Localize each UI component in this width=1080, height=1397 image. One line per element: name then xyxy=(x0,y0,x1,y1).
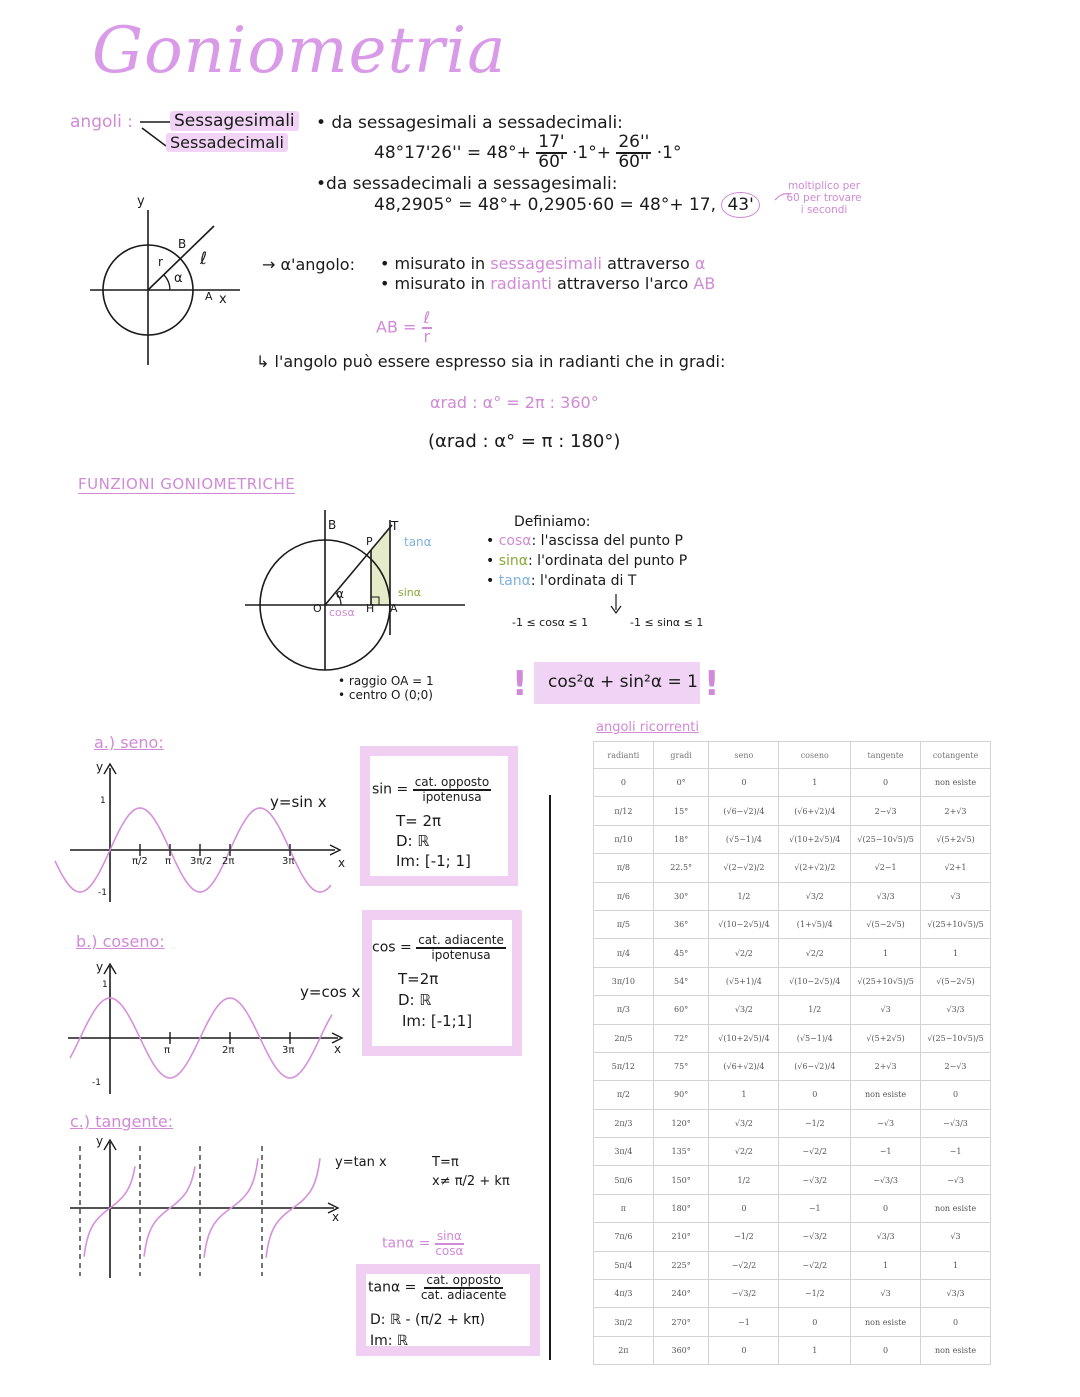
table-cell: √3/3 xyxy=(851,882,921,910)
table-cell: 0 xyxy=(921,1081,991,1109)
table-cell: 15° xyxy=(653,797,709,825)
table-cell: −√2/2 xyxy=(709,1251,779,1279)
table-cell: −1 xyxy=(851,1138,921,1166)
fn-label-alpha: α xyxy=(336,587,344,601)
table-cell: 2+√3 xyxy=(851,1052,921,1080)
table-cell: (1+√5)/4 xyxy=(779,910,851,938)
table-row xyxy=(594,996,991,1024)
centro-text: • centro O (0;0) xyxy=(338,688,433,702)
coseno-domain: D: ℝ xyxy=(398,991,432,1009)
table-cell: −1/2 xyxy=(779,1280,851,1308)
table-row xyxy=(594,1223,991,1251)
table-cell: 1 xyxy=(921,939,991,967)
table-row xyxy=(594,1280,991,1308)
col-tangente: tangente xyxy=(851,742,921,769)
table-cell: √(25−10√5)/5 xyxy=(851,825,921,853)
table-cell: √(2−√2)/2 xyxy=(709,854,779,882)
seno-period: T= 2π xyxy=(396,812,442,830)
excl-right: ! xyxy=(704,664,720,704)
table-cell: 5π/12 xyxy=(594,1052,654,1080)
conversion-heading-1: • da sessagesimali a sessadecimali: xyxy=(316,113,623,133)
table-cell: 0 xyxy=(779,1081,851,1109)
fn-label-sin: sinα xyxy=(398,586,422,599)
table-cell: √(2+√2)/2 xyxy=(779,854,851,882)
table-cell: −1 xyxy=(921,1138,991,1166)
angles-table-wrap xyxy=(593,741,991,1365)
table-cell: 1/2 xyxy=(779,996,851,1024)
table-cell: 0 xyxy=(709,1194,779,1222)
table-cell: √(10−2√5)/4 xyxy=(709,910,779,938)
angle-def-line-2: • misurato in radianti attraverso l'arco AB xyxy=(380,274,716,293)
seno-tick-3: 2π xyxy=(222,856,235,867)
tangent-branch xyxy=(144,1166,195,1256)
table-cell: (√6−√2)/4 xyxy=(709,797,779,825)
col-radianti: radianti xyxy=(594,742,654,769)
table-row xyxy=(594,1194,991,1222)
table-cell: √(5−2√5) xyxy=(921,967,991,995)
table-cell: √2+1 xyxy=(921,854,991,882)
table-cell: √(25−10√5)/5 xyxy=(921,1024,991,1052)
table-cell: 0 xyxy=(921,1308,991,1336)
table-cell: √(25+10√5)/5 xyxy=(921,910,991,938)
coseno-tick-2: 3π xyxy=(282,1045,295,1056)
coseno-tick-0: π xyxy=(164,1045,171,1056)
table-cell: 1 xyxy=(851,1251,921,1279)
seconds-circle: 43' xyxy=(721,192,759,218)
table-row xyxy=(594,769,991,797)
table-cell: √3 xyxy=(851,996,921,1024)
table-cell: −√3 xyxy=(921,1166,991,1194)
table-cell: π/3 xyxy=(594,996,654,1024)
angle-arrow: → α'angolo: xyxy=(262,255,355,274)
table-cell: 0 xyxy=(709,1336,779,1364)
seno-heading: a.) seno: xyxy=(94,733,164,752)
table-cell: 1 xyxy=(779,1336,851,1364)
coseno-one: 1 xyxy=(102,980,108,990)
tangente-image: Im: ℝ xyxy=(370,1333,409,1349)
table-row xyxy=(594,882,991,910)
circle1-a: A xyxy=(205,290,213,303)
table-cell: π/2 xyxy=(594,1081,654,1109)
proportion-1: αrad : α° = 2π : 360° xyxy=(430,393,599,412)
table-cell: 2−√3 xyxy=(851,797,921,825)
table-cell: 270° xyxy=(653,1308,709,1336)
table-row xyxy=(594,854,991,882)
table-cell: 18° xyxy=(653,825,709,853)
table-cell: (√6+√2)/4 xyxy=(779,797,851,825)
def-tan: • tanα: l'ordinata di T xyxy=(486,573,637,589)
table-cell: −1/2 xyxy=(709,1223,779,1251)
tangente-y: y xyxy=(96,1134,104,1148)
col-cotangente: cotangente xyxy=(921,742,991,769)
table-cell: non esiste xyxy=(851,1081,921,1109)
table-row xyxy=(594,1308,991,1336)
table-cell: −√3 xyxy=(851,1109,921,1137)
table-cell: √(25+10√5)/5 xyxy=(851,967,921,995)
def-cos: • cosα: l'ascissa del punto P xyxy=(486,533,683,549)
table-cell: √2/2 xyxy=(779,939,851,967)
table-row xyxy=(594,1138,991,1166)
coseno-tick-1: 2π xyxy=(222,1045,235,1056)
seno-tick-2: 3π/2 xyxy=(190,856,213,867)
table-cell: 135° xyxy=(653,1138,709,1166)
table-cell: −√3/2 xyxy=(779,1223,851,1251)
fn-label-a: A xyxy=(390,602,398,615)
table-cell: 0 xyxy=(851,1194,921,1222)
def-sin: • sinα: l'ordinata del punto P xyxy=(486,553,688,569)
table-cell: 2π/5 xyxy=(594,1024,654,1052)
unit-circle-functions xyxy=(240,505,470,675)
table-row xyxy=(594,1251,991,1279)
table-row xyxy=(594,967,991,995)
table-cell: √(5+2√5) xyxy=(921,825,991,853)
identity: cos²α + sin²α = 1 xyxy=(548,672,698,692)
table-cell: 120° xyxy=(653,1109,709,1137)
table-cell: √3/3 xyxy=(851,1223,921,1251)
table-cell: π/4 xyxy=(594,939,654,967)
table-cell: 5π/4 xyxy=(594,1251,654,1279)
table-cell: √3/3 xyxy=(921,1280,991,1308)
fn-label-t: T xyxy=(391,519,399,533)
raggio-text: • raggio OA = 1 xyxy=(338,674,434,688)
seno-one: 1 xyxy=(100,796,106,806)
table-cell: √(5+2√5) xyxy=(851,1024,921,1052)
table-cell: π/10 xyxy=(594,825,654,853)
col-gradi: gradi xyxy=(653,742,709,769)
circle1-b: B xyxy=(178,237,187,251)
table-cell: 7π/6 xyxy=(594,1223,654,1251)
definiamo: Definiamo: xyxy=(514,514,591,530)
tangente-equation: y=tan x xyxy=(335,1155,387,1170)
table-cell: 22.5° xyxy=(653,854,709,882)
seno-image: Im: [-1; 1] xyxy=(396,852,471,870)
seno-def: sin = $\frac{\text{cat. opposto}}{\text{ipotenusa}}$ xyxy=(372,775,490,804)
table-cell: √3/2 xyxy=(779,882,851,910)
table-cell: π/12 xyxy=(594,797,654,825)
angle-def-line-1: • misurato in sessagesimali attraverso α xyxy=(380,254,706,273)
tangente-x: x xyxy=(332,1210,340,1224)
table-cell: 72° xyxy=(653,1024,709,1052)
table-cell: 1/2 xyxy=(709,882,779,910)
seno-equation: y=sin x xyxy=(270,793,327,811)
table-cell: √(10−2√5)/4 xyxy=(779,967,851,995)
table-cell: −√3/2 xyxy=(709,1280,779,1308)
table-cell: −√2/2 xyxy=(779,1251,851,1279)
table-cell: 54° xyxy=(653,967,709,995)
table-cell: 3π/10 xyxy=(594,967,654,995)
table-cell: √(5−2√5) xyxy=(851,910,921,938)
coseno-box xyxy=(362,910,522,1056)
table-cell: −1 xyxy=(779,1194,851,1222)
col-coseno: coseno xyxy=(779,742,851,769)
conversion-heading-2: •da sessadecimali a sessagesimali: xyxy=(316,174,618,194)
fn-label-p: P xyxy=(366,535,373,548)
table-cell: (√5+1)/4 xyxy=(709,967,779,995)
excl-left: ! xyxy=(512,664,528,704)
table-cell: 5π/6 xyxy=(594,1166,654,1194)
coseno-y: y xyxy=(96,960,104,974)
table-cell: √2−1 xyxy=(851,854,921,882)
coseno-period: T=2π xyxy=(398,970,439,988)
arc-formula: AB = $\frac{\text{ℓ}}{r}$ xyxy=(376,308,431,346)
table-cell: 1 xyxy=(709,1081,779,1109)
table-cell: 45° xyxy=(653,939,709,967)
angle-type-sessadecimali: Sessadecimali xyxy=(166,133,288,152)
seno-minus-one: -1 xyxy=(98,888,107,898)
seno-y: y xyxy=(96,760,104,774)
fn-label-cos: cosα xyxy=(329,606,355,619)
fn-label-o: O xyxy=(313,602,322,615)
table-cell: non esiste xyxy=(921,1336,991,1364)
table-cell: 1 xyxy=(851,939,921,967)
table-cell: √(10+2√5)/4 xyxy=(709,1024,779,1052)
table-cell: −1 xyxy=(709,1308,779,1336)
seconds-note: moltiplico per 60 per trovare i secondi xyxy=(786,180,862,216)
table-cell: 1 xyxy=(921,1251,991,1279)
circle1-r: r xyxy=(158,255,163,269)
table-cell: 0 xyxy=(709,769,779,797)
coseno-x: x xyxy=(334,1042,342,1056)
tangente-domain: D: ℝ - (π/2 + kπ) xyxy=(370,1312,486,1328)
circle1-l: ℓ xyxy=(200,249,208,269)
table-cell: (√5−1)/4 xyxy=(779,1024,851,1052)
coseno-equation: y=cos x xyxy=(300,983,361,1001)
seno-tick-1: π xyxy=(165,856,172,867)
table-cell: 210° xyxy=(653,1223,709,1251)
table-row xyxy=(594,1109,991,1137)
table-cell: non esiste xyxy=(921,769,991,797)
table-cell: √3 xyxy=(921,882,991,910)
table-cell: 2π xyxy=(594,1336,654,1364)
fn-label-tan: tanα xyxy=(404,535,432,549)
circle1-x: x xyxy=(219,292,227,307)
table-row xyxy=(594,1052,991,1080)
proportion-2: (αrad : α° = π : 180°) xyxy=(428,431,621,452)
table-cell: √3 xyxy=(921,1223,991,1251)
tangente-condition: x≠ π/2 + kπ xyxy=(432,1174,510,1189)
tangente-heading: c.) tangente: xyxy=(70,1112,174,1131)
table-cell: −1/2 xyxy=(779,1109,851,1137)
page-title: Goniometria xyxy=(92,14,507,88)
table-cell: −√3/3 xyxy=(851,1166,921,1194)
angle-conclusion: ↳ l'angolo può essere espresso sia in radianti che in gradi: xyxy=(256,352,726,371)
table-cell: 0 xyxy=(594,769,654,797)
table-cell: √3/2 xyxy=(709,1109,779,1137)
table-cell: √2/2 xyxy=(709,1138,779,1166)
sine-graph xyxy=(50,760,350,910)
table-cell: 360° xyxy=(653,1336,709,1364)
table-cell: non esiste xyxy=(921,1194,991,1222)
table-cell: 0 xyxy=(851,769,921,797)
table-row xyxy=(594,797,991,825)
coseno-image: Im: [-1;1] xyxy=(402,1012,473,1030)
fn-label-h: H xyxy=(366,602,375,615)
def-arrow xyxy=(608,592,624,616)
range-sin: -1 ≤ sinα ≤ 1 xyxy=(630,616,704,629)
angle-type-sessagesimali: Sessagesimali xyxy=(170,111,299,131)
table-cell: π/5 xyxy=(594,910,654,938)
table-cell: π/6 xyxy=(594,882,654,910)
table-cell: 3π/2 xyxy=(594,1308,654,1336)
table-cell: 225° xyxy=(653,1251,709,1279)
table-cell: 1/2 xyxy=(709,1166,779,1194)
table-cell: √(10+2√5)/4 xyxy=(779,825,851,853)
table-cell: 0 xyxy=(851,1336,921,1364)
table-cell: −√3/3 xyxy=(921,1109,991,1137)
seno-domain: D: ℝ xyxy=(396,832,430,850)
table-cell: π/8 xyxy=(594,854,654,882)
table-cell: −√3/2 xyxy=(779,1166,851,1194)
col-seno: seno xyxy=(709,742,779,769)
table-cell: 150° xyxy=(653,1166,709,1194)
table-cell: 4π/3 xyxy=(594,1280,654,1308)
table-cell: π xyxy=(594,1194,654,1222)
tan-ratio: tanα = $\frac{\sin\alpha}{\cos\alpha}$ xyxy=(382,1229,464,1258)
coseno-def: cos = $\frac{\text{cat. adiacente}}{\text{ipotenusa}}$ xyxy=(372,933,504,962)
table-cell: 2+√3 xyxy=(921,797,991,825)
table-row xyxy=(594,1166,991,1194)
table-title: angoli ricorrenti xyxy=(596,720,699,735)
table-cell: √3 xyxy=(851,1280,921,1308)
table-cell: 180° xyxy=(653,1194,709,1222)
table-row xyxy=(594,825,991,853)
table-cell: 36° xyxy=(653,910,709,938)
table-cell: √3/3 xyxy=(921,996,991,1024)
angles-label: angoli : xyxy=(70,112,133,132)
table-row xyxy=(594,1024,991,1052)
column-divider xyxy=(549,795,551,1360)
angles-table xyxy=(593,741,991,1365)
table-cell: 2−√3 xyxy=(921,1052,991,1080)
seno-x: x xyxy=(338,856,346,870)
tangente-def: tanα = $\frac{\text{cat. opposto}}{\text{cat. adiacente}}$ xyxy=(368,1273,507,1302)
table-cell: 1 xyxy=(779,769,851,797)
table-row xyxy=(594,910,991,938)
table-row xyxy=(594,1336,991,1364)
table-cell: 3π/4 xyxy=(594,1138,654,1166)
table-cell: (√6+√2)/4 xyxy=(709,1052,779,1080)
circle1-alpha: α xyxy=(174,271,183,286)
table-cell: √2/2 xyxy=(709,939,779,967)
table-row xyxy=(594,939,991,967)
table-cell: 75° xyxy=(653,1052,709,1080)
fn-label-b: B xyxy=(328,518,337,532)
table-row xyxy=(594,1081,991,1109)
coseno-minus-one: -1 xyxy=(92,1078,101,1088)
conversion-expression-2: 48,2905° = 48°+ 0,2905·60 = 48°+ 17, 43' xyxy=(374,192,760,218)
table-cell: −√2/2 xyxy=(779,1138,851,1166)
range-cos: -1 ≤ cosα ≤ 1 xyxy=(512,616,589,629)
note-arrow xyxy=(772,190,792,204)
tangente-period: T=π xyxy=(432,1155,459,1170)
seno-tick-0: π/2 xyxy=(132,856,148,867)
conversion-expression-1: 48°17'26'' = 48°+ $\frac{17'}{60'}$ ·1°+ $\frac{26''}{60''}$ ·1° xyxy=(374,132,682,172)
seno-tick-4: 3π xyxy=(282,856,295,867)
table-cell: (√5−1)/4 xyxy=(709,825,779,853)
table-cell: 30° xyxy=(653,882,709,910)
table-cell: 60° xyxy=(653,996,709,1024)
unit-circle-angle xyxy=(80,190,250,370)
table-cell: √3/2 xyxy=(709,996,779,1024)
circle1-y: y xyxy=(137,194,145,209)
coseno-heading: b.) coseno: xyxy=(76,932,165,951)
table-cell: 0 xyxy=(779,1308,851,1336)
tangent-graph xyxy=(62,1136,352,1286)
table-cell: (√6−√2)/4 xyxy=(779,1052,851,1080)
table-cell: 0° xyxy=(653,769,709,797)
section-funzioni: FUNZIONI GONIOMETRICHE xyxy=(78,475,296,493)
table-cell: 240° xyxy=(653,1280,709,1308)
table-cell: non esiste xyxy=(851,1308,921,1336)
table-cell: 90° xyxy=(653,1081,709,1109)
table-cell: 2π/3 xyxy=(594,1109,654,1137)
